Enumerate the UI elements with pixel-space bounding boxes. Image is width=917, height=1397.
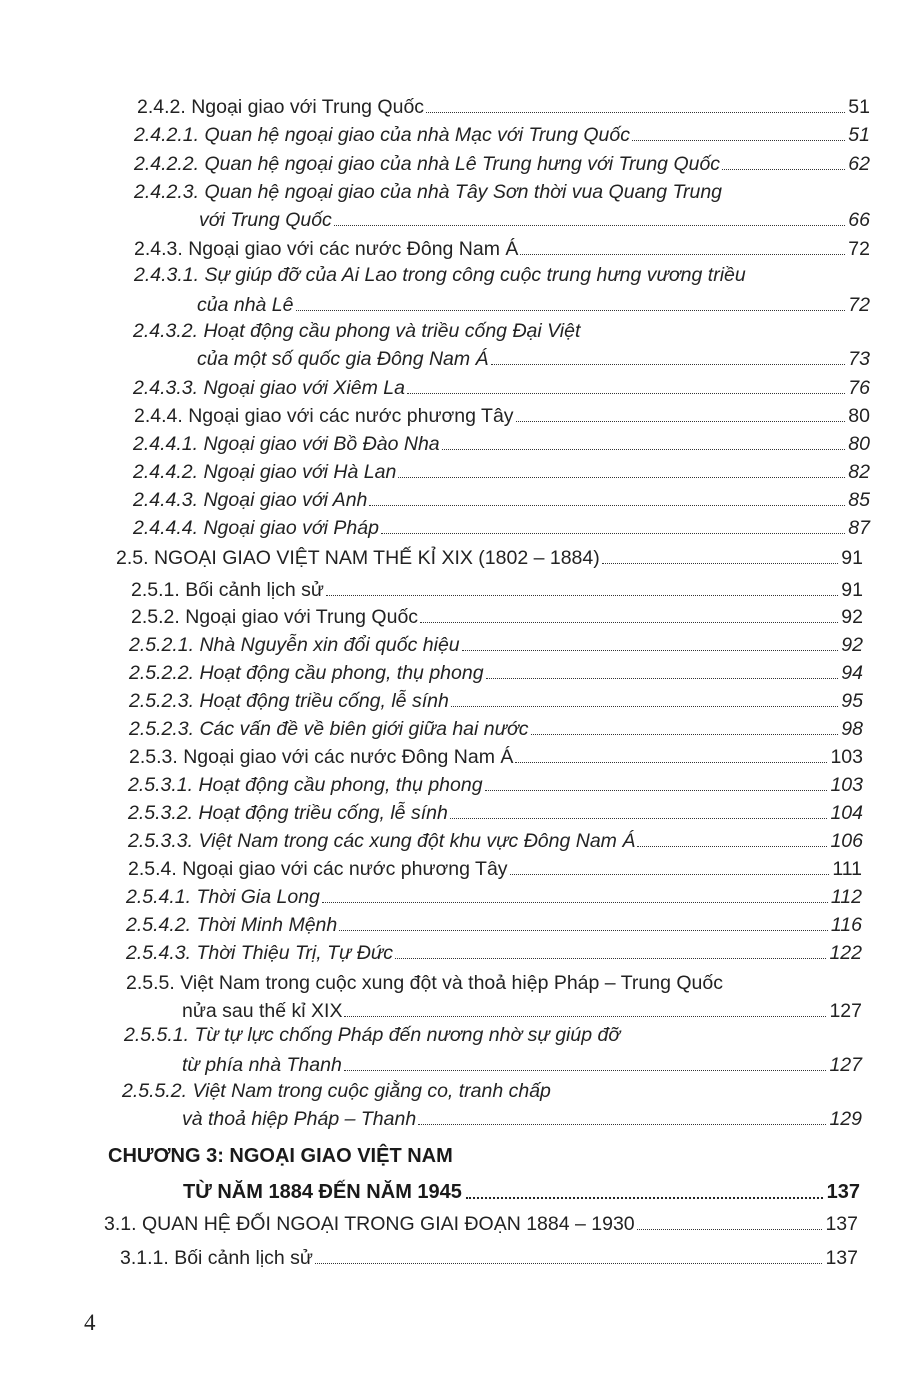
toc-entry[interactable] — [197, 292, 870, 318]
toc-entry-page: 91 — [841, 547, 863, 569]
toc-entry-title: 2.5.3.1. Hoạt động cầu phong, thụ phong — [128, 774, 483, 796]
toc-entry-page: 72 — [848, 294, 870, 316]
dot-leader — [515, 762, 827, 763]
dot-leader — [322, 902, 828, 903]
toc-entry-title: 3.1.1. Bối cảnh lịch sử — [120, 1247, 313, 1269]
toc-entry-title: 2.4.4.4. Ngoại giao với Pháp — [133, 517, 379, 539]
toc-entry[interactable] — [133, 431, 870, 457]
toc-entry-title: 2.5.4. Ngoại giao với các nước phương Tây — [128, 858, 508, 880]
toc-entry-page: 137 — [825, 1213, 858, 1235]
toc-entry-page: 103 — [830, 746, 863, 768]
toc-entry-page: 73 — [848, 348, 870, 370]
toc-entry-page: 94 — [841, 662, 863, 684]
toc-entry-title-cont: nửa sau thế kỉ XIX — [182, 1000, 343, 1022]
dot-leader — [462, 650, 839, 651]
toc-entry[interactable] — [129, 660, 863, 686]
toc-entry-page: 106 — [830, 830, 863, 852]
toc-entry[interactable] — [126, 912, 862, 938]
toc-entry-title: 2.5.5.2. Việt Nam trong cuộc giằng co, tranh chấp — [122, 1080, 551, 1102]
toc-entry-title: 2.4.2.2. Quan hệ ngoại giao của nhà Lê Trung hưng với Trung Quốc — [134, 153, 721, 175]
toc-entry[interactable] — [182, 998, 862, 1024]
toc-entry-title: 2.5.2. Ngoại giao với Trung Quốc — [131, 606, 419, 628]
toc-entry[interactable] — [133, 515, 870, 541]
toc-entry-title-cont: và thoả hiệp Pháp – Thanh — [182, 1108, 417, 1130]
dot-leader — [369, 505, 845, 506]
toc-entry[interactable] — [126, 940, 862, 966]
dot-leader — [486, 678, 839, 679]
dot-leader — [315, 1263, 822, 1264]
toc-entry[interactable] — [128, 828, 863, 854]
dot-leader — [395, 958, 826, 959]
toc-entry-title: 2.4.2. Ngoại giao với Trung Quốc — [137, 96, 425, 118]
toc-entry-title: 2.4.3.2. Hoạt động cầu phong và triều cống Đại Việt — [133, 320, 581, 342]
toc-entry[interactable] — [199, 207, 870, 233]
toc-entry-title: 2.5.5.1. Từ tự lực chống Pháp đến nương nhờ sự giúp đỡ — [124, 1024, 621, 1046]
toc-entry[interactable] — [182, 1106, 862, 1132]
toc-entry-page: 62 — [848, 153, 870, 175]
toc-entry-title: 3.1. QUAN HỆ ĐỐI NGOẠI TRONG GIAI ĐOẠN 1884 – 1930 — [104, 1213, 635, 1235]
toc-entry[interactable] — [104, 1211, 858, 1237]
toc-entry-title: 2.5.3.3. Việt Nam trong các xung đột khu vực Đông Nam Á — [128, 830, 636, 852]
dot-leader — [510, 874, 830, 875]
toc-entry-title: 2.4.3.3. Ngoại giao với Xiêm La — [133, 377, 405, 399]
toc-entry-page: 111 — [832, 858, 862, 880]
dot-leader — [426, 112, 845, 113]
toc-entry-page: 104 — [830, 802, 863, 824]
toc-entry-page: 82 — [848, 461, 870, 483]
toc-entry[interactable] — [134, 151, 870, 177]
toc-entry-title: 2.4.4.3. Ngoại giao với Anh — [133, 489, 368, 511]
dot-leader — [407, 393, 845, 394]
dot-leader — [381, 533, 845, 534]
dot-leader — [602, 563, 839, 564]
toc-entry[interactable] — [134, 236, 870, 262]
dot-leader — [451, 706, 838, 707]
toc-entry-page: 85 — [848, 489, 870, 511]
dot-leader — [418, 1124, 826, 1125]
toc-entry-title: 2.5.5. Việt Nam trong cuộc xung đột và thoả hiệp Pháp – Trung Quốc — [126, 972, 723, 994]
dot-leader — [637, 1229, 823, 1230]
toc-entry[interactable] — [133, 459, 870, 485]
toc-entry-title: 2.4.3.1. Sự giúp đỡ của Ai Lao trong công cuộc trung hưng vương triều — [134, 264, 746, 286]
toc-entry[interactable] — [129, 744, 863, 770]
toc-entry-page: 87 — [848, 517, 870, 539]
dot-leader — [344, 1016, 826, 1017]
toc-entry-title: 2.4.4.1. Ngoại giao với Bồ Đào Nha — [133, 433, 440, 455]
toc-entry-page: 127 — [829, 1000, 862, 1022]
dot-leader — [296, 310, 846, 311]
toc-entry-title: 2.5. NGOẠI GIAO VIỆT NAM THẾ KỈ XIX (1802 – 1884) — [116, 547, 600, 569]
toc-entry-title: 2.5.4.2. Thời Minh Mệnh — [126, 914, 338, 936]
toc-entry[interactable] — [128, 772, 863, 798]
toc-entry-title: 2.4.3. Ngoại giao với các nước Đông Nam Á — [134, 238, 519, 260]
dot-leader — [516, 421, 846, 422]
toc-entry-title: 2.5.1. Bối cảnh lịch sử — [131, 579, 324, 601]
toc-entry-title: 2.5.2.1. Nhà Nguyễn xin đổi quốc hiệu — [129, 634, 460, 656]
toc-entry-title: 2.5.4.3. Thời Thiệu Trị, Tự Đức — [126, 942, 393, 964]
toc-entry-title: 2.5.2.3. Hoạt động triều cống, lễ sính — [129, 690, 449, 712]
page-number: 4 — [84, 1310, 96, 1335]
toc-entry-page: 103 — [830, 774, 863, 796]
toc-entry-title: 2.5.3.2. Hoạt động triều cống, lễ sính — [128, 802, 448, 824]
dot-leader — [450, 818, 828, 819]
toc-entry[interactable] — [116, 545, 863, 571]
toc-entry-title: 2.4.2.1. Quan hệ ngoại giao của nhà Mạc với Trung Quốc — [134, 124, 630, 146]
dot-leader — [326, 595, 838, 596]
dot-leader — [334, 225, 845, 226]
toc-entry-page: 122 — [829, 942, 862, 964]
toc-entry-page: 127 — [829, 1054, 862, 1076]
toc-entry-title: 2.5.2.2. Hoạt động cầu phong, thụ phong — [129, 662, 484, 684]
toc-entry-page: 137 — [825, 1247, 858, 1269]
toc-entry-page: 51 — [848, 124, 870, 146]
dot-leader — [491, 364, 846, 365]
toc-entry[interactable] — [137, 94, 870, 120]
toc-entry-page: 72 — [848, 238, 870, 260]
toc-entry[interactable] — [131, 604, 863, 630]
toc-entry[interactable] — [129, 688, 863, 714]
toc-entry[interactable] — [126, 884, 862, 910]
toc-entry-page: 95 — [841, 690, 863, 712]
toc-entry-title-cont: của nhà Lê — [197, 294, 294, 316]
dot-leader — [398, 477, 845, 478]
toc-entry-page: 112 — [830, 886, 862, 908]
toc-entry[interactable] — [197, 346, 870, 372]
toc-entry-title: 2.4.4. Ngoại giao với các nước phương Tây — [134, 405, 514, 427]
toc-entry-page: 51 — [848, 96, 870, 118]
toc-entry-page: 66 — [848, 209, 870, 231]
toc-entry-title: 2.5.3. Ngoại giao với các nước Đông Nam Á — [129, 746, 514, 768]
toc-entry[interactable] — [129, 716, 863, 742]
dot-leader — [442, 449, 846, 450]
toc-entry[interactable] — [183, 1178, 860, 1206]
toc-entry-title-cont: từ phía nhà Thanh — [182, 1054, 342, 1076]
chapter-heading-cont: TỪ NĂM 1884 ĐẾN NĂM 1945 — [183, 1181, 462, 1203]
toc-entry-page: 91 — [841, 579, 863, 601]
chapter-heading: CHƯƠNG 3: NGOẠI GIAO VIỆT NAM — [108, 1145, 453, 1167]
toc-entry-page: 137 — [826, 1181, 860, 1203]
dot-leader — [420, 622, 838, 623]
toc-entry[interactable] — [134, 122, 870, 148]
toc-entry[interactable] — [133, 375, 870, 401]
toc-entry[interactable] — [129, 632, 863, 658]
toc-entry-page: 129 — [829, 1108, 862, 1130]
toc-entry-title: 2.4.2.3. Quan hệ ngoại giao của nhà Tây Sơn thời vua Quang Trung — [134, 181, 723, 203]
toc-entry-page: 80 — [848, 405, 870, 427]
toc-entry[interactable] — [128, 800, 863, 826]
dot-leader — [632, 140, 845, 141]
toc-entry-page: 116 — [830, 914, 862, 936]
toc-entry-page: 98 — [841, 718, 863, 740]
toc-entry[interactable] — [182, 1052, 862, 1078]
dot-leader — [637, 846, 827, 847]
toc-entry-title-cont: với Trung Quốc — [199, 209, 332, 231]
toc-entry-title: 2.5.4.1. Thời Gia Long — [126, 886, 320, 908]
toc-entry-page: 92 — [841, 606, 863, 628]
dot-leader — [344, 1070, 827, 1071]
toc-entry[interactable] — [120, 1245, 858, 1271]
dot-leader — [722, 169, 845, 170]
toc-entry-title: 2.4.4.2. Ngoại giao với Hà Lan — [133, 461, 397, 483]
dot-leader — [485, 790, 828, 791]
toc-entry[interactable] — [133, 487, 870, 513]
dot-leader — [531, 734, 839, 735]
toc-entry-title-cont: của một số quốc gia Đông Nam Á — [197, 348, 489, 370]
dot-leader — [520, 254, 845, 255]
dot-leader — [339, 930, 828, 931]
toc-entry[interactable] — [128, 856, 862, 882]
toc-entry-title: 2.5.2.3. Các vấn đề về biên giới giữa hai nước — [129, 718, 529, 740]
toc-entry-page: 80 — [848, 433, 870, 455]
dot-leader — [466, 1197, 823, 1199]
toc-entry[interactable] — [134, 403, 870, 429]
toc-entry[interactable] — [131, 577, 863, 603]
toc-entry-page: 92 — [841, 634, 863, 656]
toc-entry-page: 76 — [848, 377, 870, 399]
